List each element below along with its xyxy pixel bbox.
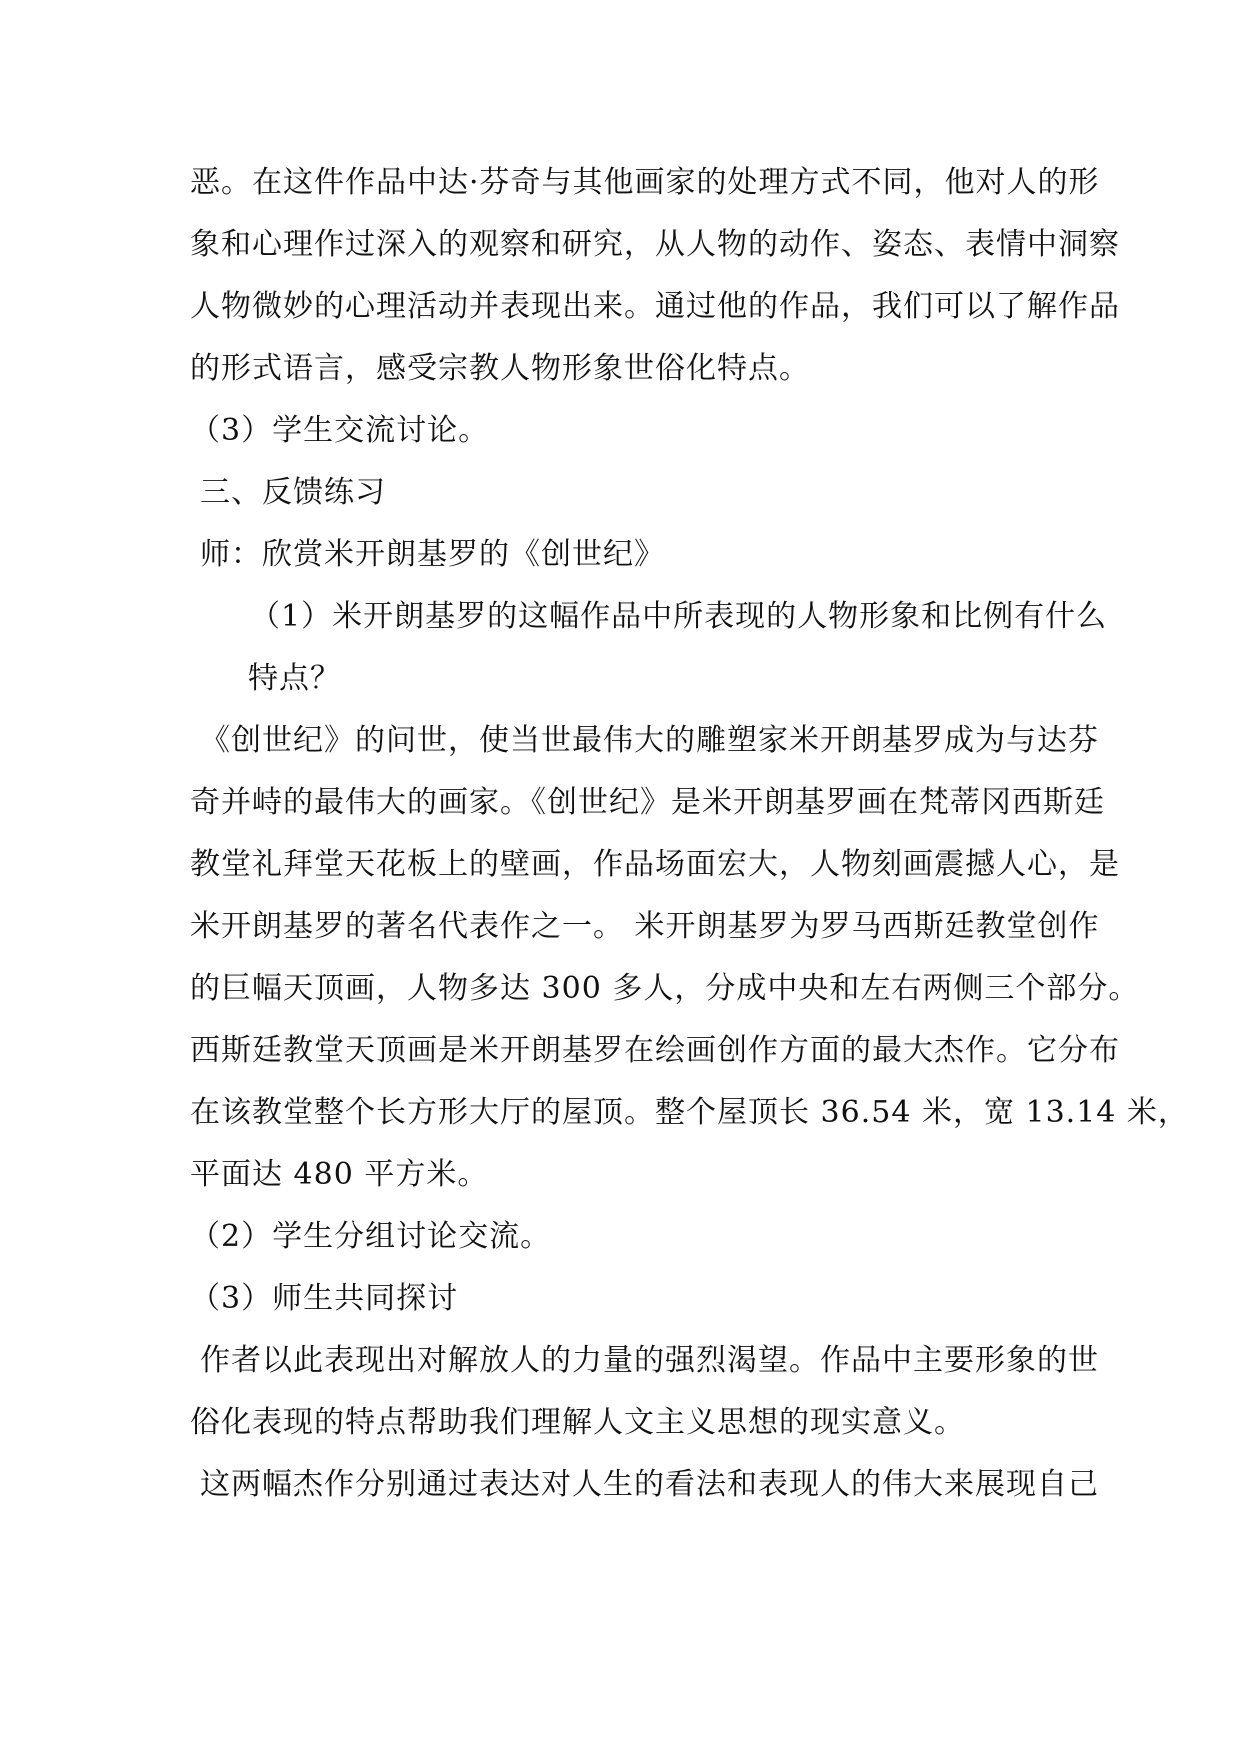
question-line: 特点？ [248,661,341,696]
text-line: 《创世纪》的问世，使当世最伟大的雕塑家米开朗基罗成为与达芬 [200,723,1099,758]
text-line: 作者以此表现出对解放人的力量的强烈渴望。作品中主要形象的世 [200,1343,1099,1378]
text-line: 的形式语言，感受宗教人物形象世俗化特点。 [190,351,810,386]
text-line: 的巨幅天顶画，人物多达 300 多人，分成中央和左右两侧三个部分。 [190,971,1140,1006]
teacher-prompt: 师：欣赏米开朗基罗的《创世纪》 [200,537,665,572]
text-line: 平面达 480 平方米。 [190,1157,489,1192]
text-line: 教堂礼拜堂天花板上的壁画，作品场面宏大，人物刻画震撼人心，是 [190,847,1120,882]
text-line: 在该教堂整个长方形大厅的屋顶。整个屋顶长 36.54 米，宽 13.14 米， [190,1095,1189,1130]
text-line: 奇并峙的最伟大的画家。《创世纪》是米开朗基罗画在梵蒂冈西斯廷 [190,785,1105,820]
list-item-heading: （3）学生交流讨论。 [190,413,490,448]
text-line: 俗化表现的特点帮助我们理解人文主义思想的现实意义。 [190,1405,965,1440]
text-line: 恶。在这件作品中达·芬奇与其他画家的处理方式不同，他对人的形 [190,165,1100,200]
question-line: （1）米开朗基罗的这幅作品中所表现的人物形象和比例有什么 [250,599,1108,634]
text-line: 西斯廷教堂天顶画是米开朗基罗在绘画创作方面的最大杰作。它分布 [190,1033,1120,1068]
text-line: 人物微妙的心理活动并表现出来。通过他的作品，我们可以了解作品 [190,289,1120,324]
text-line: 米开朗基罗的著名代表作之一。 米开朗基罗为罗马西斯廷教堂创作 [190,909,1100,944]
text-line: 象和心理作过深入的观察和研究，从人物的动作、姿态、表情中洞察 [190,227,1120,262]
list-item-heading: （2）学生分组讨论交流。 [190,1219,552,1254]
section-heading: 三、反馈练习 [200,475,386,510]
text-line: 这两幅杰作分别通过表达对人生的看法和表现人的伟大来展现自己 [200,1467,1099,1502]
list-item-heading: （3）师生共同探讨 [190,1281,459,1316]
